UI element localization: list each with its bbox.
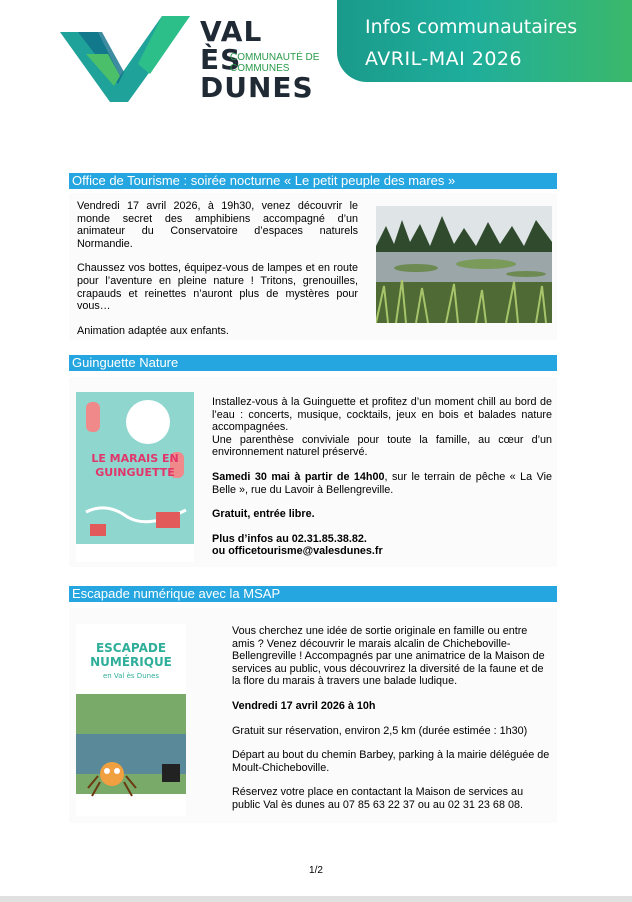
event-location: , sur le terrain de pêche « La Vie Belle », rue du Lavoir à Bellengreville. bbox=[212, 470, 552, 496]
escapade-poster bbox=[76, 624, 186, 816]
logo-wordmark bbox=[200, 15, 320, 104]
header-banner bbox=[337, 0, 632, 82]
section-guinguette-header: Guinguette Nature bbox=[69, 355, 557, 371]
section-escapade-header: Escapade numérique avec la MSAP bbox=[69, 586, 557, 602]
page-bottom-edge bbox=[0, 896, 632, 902]
paragraph: Animation adaptée aux enfants. bbox=[77, 324, 229, 337]
paragraph: Départ au bout du chemin Barbey, parking à la mairie déléguée de Moult-Chicheboville. bbox=[232, 749, 550, 774]
logo-subtitle: COMMUNAUTÉ DE COMMUNES bbox=[230, 52, 320, 74]
paragraph: Gratuit sur réservation, environ 2,5 km (durée estimée : 1h30) bbox=[232, 724, 528, 737]
event-date: Vendredi 17 avril 2026 à 10h bbox=[232, 699, 376, 712]
paragraph: Une parenthèse conviviale pour toute la famille, au cœur d’un environnement naturel préservé. bbox=[212, 433, 552, 459]
section-escapade-text bbox=[232, 625, 550, 812]
logo-line-val: VAL bbox=[200, 15, 263, 48]
logo-line-dunes: DUNES bbox=[200, 71, 314, 104]
svg-text:en Val ès Dunes: en Val ès Dunes bbox=[102, 672, 160, 680]
banner-date: AVRIL-MAI 2026 bbox=[365, 48, 523, 70]
paragraph: Réservez votre place en contactant la Maison de services au public Val ès dunes au 07 85 63 22 37 ou au 02 31 23 68 08. bbox=[232, 786, 524, 811]
section-guinguette-text bbox=[212, 396, 552, 558]
guinguette-poster bbox=[76, 392, 194, 562]
svg-text:ESCAPADE: ESCAPADE bbox=[95, 641, 167, 655]
paragraph bbox=[212, 471, 552, 496]
svg-text:GUINGUETTE: GUINGUETTE bbox=[95, 466, 175, 479]
section-office-tourisme-header: Office de Tourisme : soirée nocturne « Le petit peuple des mares » bbox=[69, 173, 557, 189]
paragraph: Vendredi 17 avril 2026, à 19h30, venez découvrir le monde secret des amphibiens accompagné d’un animateur du Conservatoire d’espaces naturels Normandie. bbox=[77, 200, 358, 250]
info-email: ou officetourisme@valesdunes.fr bbox=[212, 545, 383, 558]
svg-text:LE MARAIS EN: LE MARAIS EN bbox=[91, 452, 179, 465]
svg-text:NUMÉRIQUE: NUMÉRIQUE bbox=[90, 655, 172, 669]
paragraph: Installez-vous à la Guinguette et profitez d’un moment chill au bord de l’eau : concerts, musique, cocktails, jeux en bois et balades nature accompagnées. bbox=[212, 396, 552, 434]
event-date: Samedi 30 mai à partir de 14h00 bbox=[212, 470, 385, 483]
paragraph: Chaussez vos bottes, équipez-vous de lampes et en route pour l’aventure en pleine nature ! Tritons, grenouilles, crapauds et reinettes n’auront plus de mystères pour vous… bbox=[77, 262, 358, 313]
free-entry: Gratuit, entrée libre. bbox=[212, 508, 315, 521]
section-office-tourisme-text bbox=[77, 200, 358, 337]
info-phone: Plus d’infos au 02.31.85.38.82. bbox=[212, 532, 367, 545]
pond-photo bbox=[376, 206, 552, 323]
banner-title: Infos communautaires bbox=[365, 16, 578, 38]
logo-line-es: ÈS bbox=[200, 43, 242, 76]
val-es-dunes-logo-mark bbox=[58, 14, 198, 104]
paragraph: Vous cherchez une idée de sortie originale en famille ou entre amis ? Venez découvrir le marais alcalin de Chicheboville-Bellengreville ! Accompagnés par une animatrice de la Maison de services au public, vous découvrirez la diversité de la faune et de la flore du marais à travers une balade ludique. bbox=[232, 625, 545, 688]
page-number: 1/2 bbox=[309, 865, 323, 876]
